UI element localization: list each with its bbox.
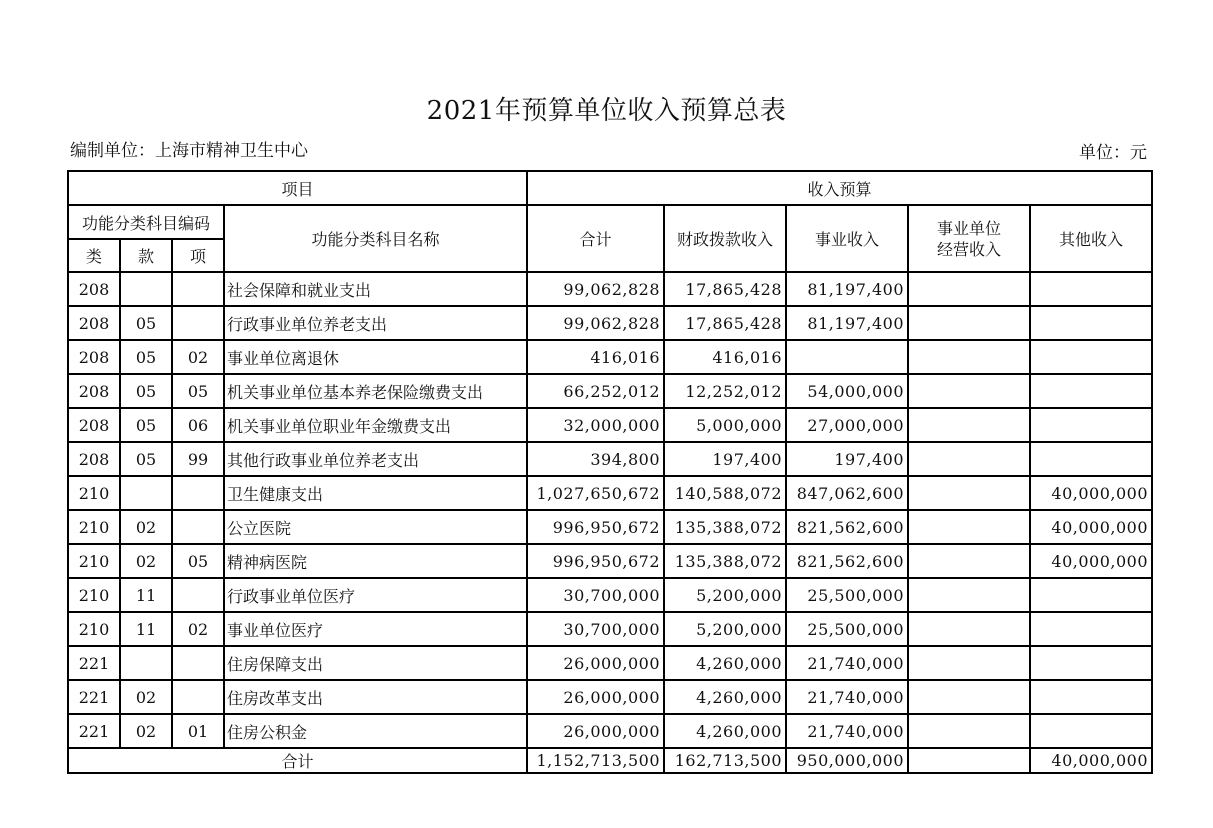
page-title: 2021年预算单位收入预算总表 [426,96,787,126]
cell-business-income: 21,740,000 [786,714,908,748]
header-function-name: 功能分类科目名称 [224,205,527,272]
cell-business-income: 21,740,000 [786,646,908,680]
cell-other-income [1030,340,1152,374]
header-operating-income [908,205,1030,272]
header-lei: 类 [68,239,120,272]
cell-kuan: 05 [120,408,172,442]
cell-business-income: 847,062,600 [786,476,908,510]
cell-other-income [1030,714,1152,748]
cell-lei: 221 [68,714,120,748]
cell-kuan: 05 [120,442,172,476]
cell-kuan: 02 [120,680,172,714]
cell-total: 1,027,650,672 [527,476,664,510]
cell-business-income [786,340,908,374]
total-row-fiscal: 162,713,500 [664,748,786,773]
cell-function-name: 住房改革支出 [224,680,527,714]
cell-function-name: 卫生健康支出 [224,476,527,510]
table-row [68,340,1152,374]
header-xiang: 项 [172,239,224,272]
table-row [68,306,1152,340]
cell-lei: 210 [68,578,120,612]
cell-total: 32,000,000 [527,408,664,442]
table-row [68,510,1152,544]
cell-operating-income [908,680,1030,714]
cell-fiscal-income: 12,252,012 [664,374,786,408]
cell-lei: 208 [68,408,120,442]
cell-operating-income [908,408,1030,442]
cell-xiang: 06 [172,408,224,442]
cell-operating-income [908,578,1030,612]
cell-lei: 208 [68,442,120,476]
header-other-income: 其他收入 [1030,205,1152,272]
cell-xiang: 02 [172,340,224,374]
cell-function-name: 社会保障和就业支出 [224,272,527,306]
cell-lei: 221 [68,680,120,714]
header-operating-income-text: 事业单位 经营收入 [937,218,1002,259]
cell-total: 30,700,000 [527,578,664,612]
cell-fiscal-income: 17,865,428 [664,306,786,340]
header-business-income: 事业收入 [786,205,908,272]
header-item: 项目 [68,171,527,205]
table-body [68,272,1152,748]
cell-business-income: 25,500,000 [786,612,908,646]
currency-unit-label: 单位：元 [1079,143,1147,163]
header-kuan: 款 [120,239,172,272]
cell-function-name: 精神病医院 [224,544,527,578]
cell-fiscal-income: 135,388,072 [664,510,786,544]
header-code-group: 功能分类科目编码 [68,205,224,239]
cell-other-income [1030,612,1152,646]
cell-operating-income [908,714,1030,748]
cell-business-income: 81,197,400 [786,306,908,340]
cell-other-income [1030,646,1152,680]
cell-function-name: 行政事业单位医疗 [224,578,527,612]
cell-lei: 210 [68,476,120,510]
cell-business-income: 27,000,000 [786,408,908,442]
cell-kuan: 02 [120,544,172,578]
cell-fiscal-income: 5,200,000 [664,578,786,612]
cell-function-name: 公立医院 [224,510,527,544]
cell-function-name: 事业单位医疗 [224,612,527,646]
cell-operating-income [908,340,1030,374]
cell-fiscal-income: 4,260,000 [664,680,786,714]
total-row-label: 合计 [68,748,527,773]
cell-business-income: 81,197,400 [786,272,908,306]
cell-xiang [172,306,224,340]
cell-lei: 210 [68,612,120,646]
table-row [68,272,1152,306]
cell-function-name: 事业单位离退休 [224,340,527,374]
cell-operating-income [908,612,1030,646]
cell-lei: 208 [68,340,120,374]
cell-total: 66,252,012 [527,374,664,408]
header-total: 合计 [527,205,664,272]
cell-business-income: 821,562,600 [786,510,908,544]
table-row [68,374,1152,408]
cell-business-income: 821,562,600 [786,544,908,578]
cell-fiscal-income: 140,588,072 [664,476,786,510]
cell-total: 26,000,000 [527,646,664,680]
cell-xiang [172,680,224,714]
cell-kuan [120,272,172,306]
cell-xiang [172,510,224,544]
table-row [68,442,1152,476]
cell-function-name: 机关事业单位基本养老保险缴费支出 [224,374,527,408]
cell-lei: 208 [68,272,120,306]
cell-lei: 221 [68,646,120,680]
cell-xiang: 99 [172,442,224,476]
cell-total: 30,700,000 [527,612,664,646]
cell-other-income [1030,680,1152,714]
cell-business-income: 54,000,000 [786,374,908,408]
header-fiscal-income: 财政拨款收入 [664,205,786,272]
cell-fiscal-income: 4,260,000 [664,714,786,748]
cell-other-income: 40,000,000 [1030,476,1152,510]
cell-total: 26,000,000 [527,714,664,748]
cell-other-income [1030,578,1152,612]
cell-fiscal-income: 135,388,072 [664,544,786,578]
cell-kuan: 11 [120,612,172,646]
cell-other-income [1030,408,1152,442]
cell-operating-income [908,510,1030,544]
table-row [68,578,1152,612]
total-row-total: 1,152,713,500 [527,748,664,773]
total-row-operating [908,748,1030,773]
cell-fiscal-income: 17,865,428 [664,272,786,306]
cell-function-name: 机关事业单位职业年金缴费支出 [224,408,527,442]
cell-operating-income [908,646,1030,680]
cell-operating-income [908,476,1030,510]
cell-lei: 210 [68,510,120,544]
budget-table [67,170,1153,774]
cell-fiscal-income: 416,016 [664,340,786,374]
cell-total: 996,950,672 [527,510,664,544]
total-row-business: 950,000,000 [786,748,908,773]
cell-kuan: 02 [120,714,172,748]
cell-function-name: 住房公积金 [224,714,527,748]
cell-function-name: 其他行政事业单位养老支出 [224,442,527,476]
cell-kuan: 05 [120,374,172,408]
table-footer [68,748,1152,773]
cell-lei: 210 [68,544,120,578]
table-row [68,612,1152,646]
cell-fiscal-income: 5,200,000 [664,612,786,646]
table-row [68,408,1152,442]
cell-xiang: 01 [172,714,224,748]
cell-kuan: 05 [120,306,172,340]
table-row [68,476,1152,510]
cell-operating-income [908,306,1030,340]
cell-kuan: 05 [120,340,172,374]
cell-kuan: 11 [120,578,172,612]
cell-operating-income [908,374,1030,408]
cell-fiscal-income: 5,000,000 [664,408,786,442]
cell-operating-income [908,544,1030,578]
cell-business-income: 197,400 [786,442,908,476]
cell-business-income: 21,740,000 [786,680,908,714]
cell-xiang [172,646,224,680]
total-row-other: 40,000,000 [1030,748,1152,773]
cell-other-income: 40,000,000 [1030,544,1152,578]
cell-xiang [172,272,224,306]
cell-kuan: 02 [120,510,172,544]
header-income-budget: 收入预算 [527,171,1152,205]
cell-business-income: 25,500,000 [786,578,908,612]
cell-total: 99,062,828 [527,272,664,306]
cell-kuan [120,646,172,680]
cell-other-income [1030,374,1152,408]
table-row [68,714,1152,748]
cell-other-income [1030,306,1152,340]
total-row [68,748,1152,773]
table-row [68,544,1152,578]
cell-lei: 208 [68,306,120,340]
cell-xiang: 02 [172,612,224,646]
cell-operating-income [908,272,1030,306]
cell-other-income [1030,272,1152,306]
cell-operating-income [908,442,1030,476]
cell-total: 996,950,672 [527,544,664,578]
cell-xiang [172,578,224,612]
table-header [68,171,1152,272]
cell-other-income [1030,442,1152,476]
cell-other-income: 40,000,000 [1030,510,1152,544]
cell-function-name: 住房保障支出 [224,646,527,680]
table-row [68,680,1152,714]
cell-total: 416,016 [527,340,664,374]
cell-lei: 208 [68,374,120,408]
cell-kuan [120,476,172,510]
cell-xiang: 05 [172,374,224,408]
compiling-unit-label: 编制单位：上海市精神卫生中心 [70,141,308,161]
cell-total: 394,800 [527,442,664,476]
cell-fiscal-income: 4,260,000 [664,646,786,680]
cell-xiang [172,476,224,510]
cell-fiscal-income: 197,400 [664,442,786,476]
cell-total: 99,062,828 [527,306,664,340]
table-row [68,646,1152,680]
cell-function-name: 行政事业单位养老支出 [224,306,527,340]
cell-total: 26,000,000 [527,680,664,714]
cell-xiang: 05 [172,544,224,578]
